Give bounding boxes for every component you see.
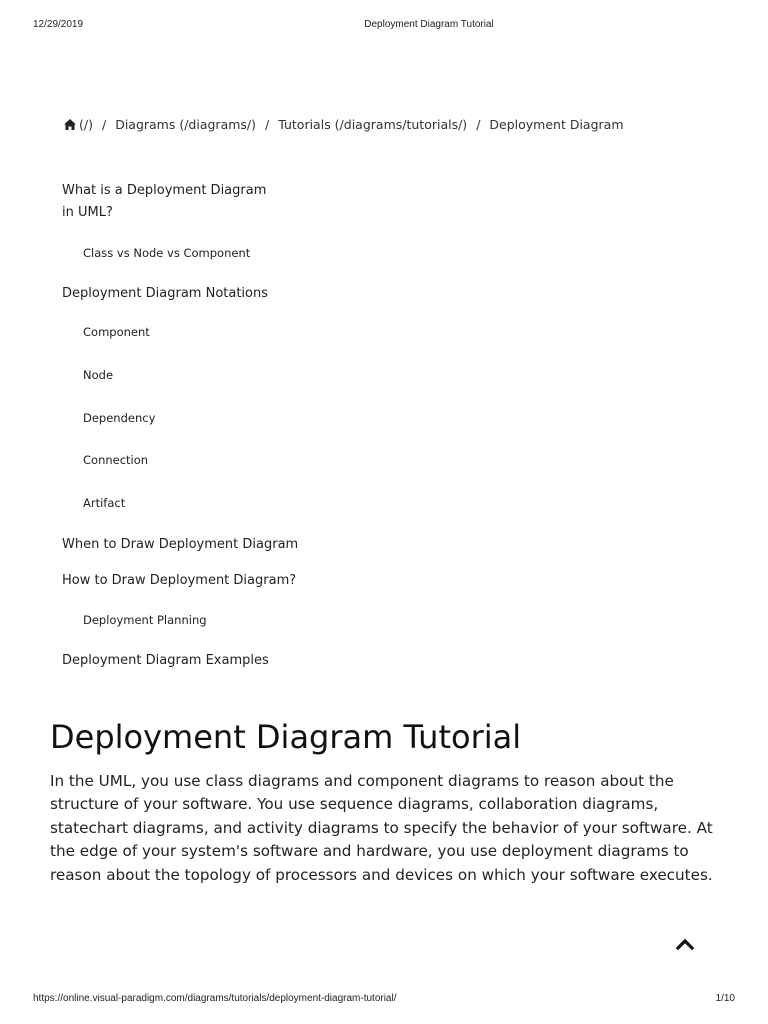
intro-paragraph: In the UML, you use class diagrams and component diagrams to reason about the structure of your software. You use sequence diagrams, collaboration diagrams, statechart diagrams, and activity diagrams to specify the behavior of your software. At the edge of your system's software and hardware, you use deployment diagrams to reason about the topology of processors and devices on which your software executes. <box>50 772 713 884</box>
toc-item[interactable]: Connection <box>83 453 149 467</box>
toc-item[interactable]: When to Draw Deployment Diagram <box>62 537 299 552</box>
print-date: 12/29/2019 <box>33 19 84 30</box>
breadcrumb <box>64 117 624 132</box>
toc-item[interactable]: Deployment Diagram Notations <box>62 286 269 301</box>
toc-item[interactable]: Artifact <box>83 496 126 510</box>
print-page-number: 1/10 <box>715 993 735 1004</box>
breadcrumb-item-diagrams[interactable]: Diagrams (/diagrams/) <box>115 117 257 132</box>
breadcrumb-separator: / <box>265 117 270 132</box>
scroll-to-top-button[interactable] <box>672 932 698 954</box>
breadcrumb-separator: / <box>476 117 481 132</box>
toc-item[interactable]: What is a Deployment Diagram in UML? <box>62 183 267 220</box>
print-title: Deployment Diagram Tutorial <box>364 19 494 30</box>
toc-item[interactable]: Class vs Node vs Component <box>83 246 251 260</box>
page-title: Deployment Diagram Tutorial <box>50 718 522 756</box>
breadcrumb-item-tutorials[interactable]: Tutorials (/diagrams/tutorials/) <box>278 117 468 132</box>
home-icon <box>64 119 76 130</box>
breadcrumb-home-link[interactable] <box>64 117 93 132</box>
breadcrumb-home-label: (/) <box>79 117 93 132</box>
print-url: https://online.visual-paradigm.com/diagrams/tutorials/deployment-diagram-tutorial/ <box>33 993 397 1004</box>
toc-item[interactable]: How to Draw Deployment Diagram? <box>62 573 297 588</box>
toc-item[interactable]: Deployment Planning <box>83 613 207 627</box>
toc-item[interactable]: Component <box>83 325 150 339</box>
breadcrumb-separator: / <box>101 117 107 132</box>
toc-item[interactable]: Node <box>83 368 114 382</box>
toc-item[interactable]: Deployment Diagram Examples <box>62 653 269 668</box>
breadcrumb-item-current: Deployment Diagram <box>489 117 624 132</box>
toc-item[interactable]: Dependency <box>83 411 156 425</box>
chevron-up-icon <box>672 932 698 954</box>
